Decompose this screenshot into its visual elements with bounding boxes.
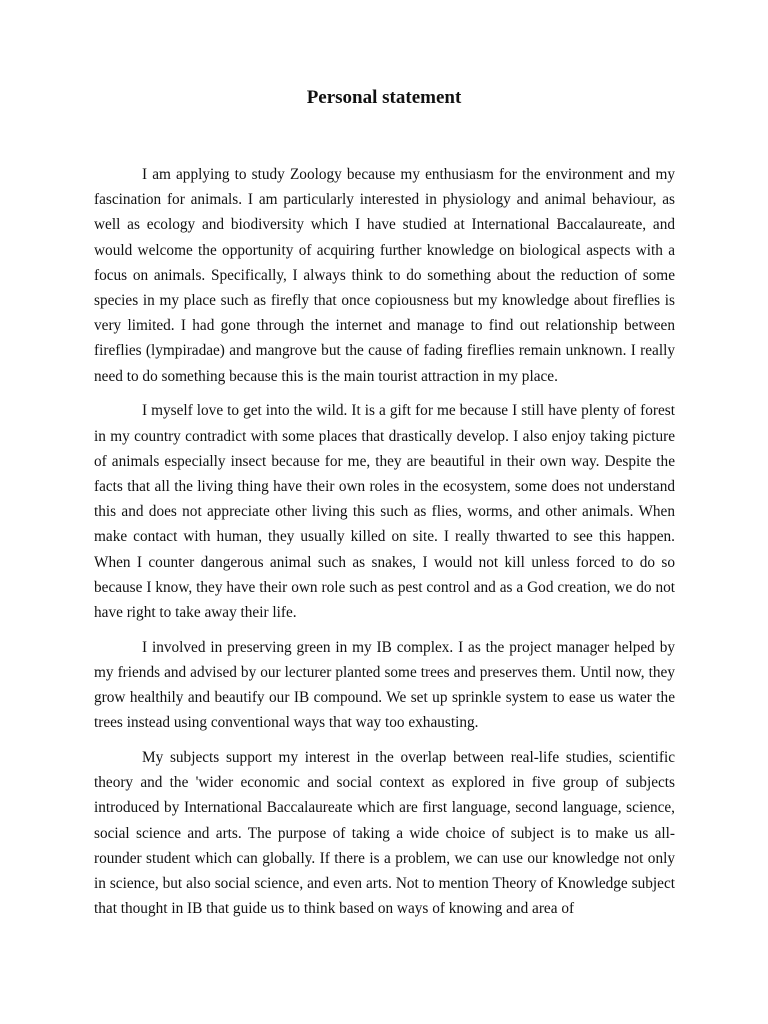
document-title: Personal statement xyxy=(306,87,462,108)
document-body xyxy=(94,162,675,921)
paragraph-1: I am applying to study Zoology because my enthusiasm for the environment and my fascination for animals. I am particularly interested in physiology and animal behaviour, as well as ecology and biodiversity which I have studied at International Baccalaureate, and would welcome the opportunity of acquiring further knowledge on biological aspects with a focus on animals. Specifically, I always think to do something about the reduction of some species in my place such as firefly that once copiousness but my knowledge about fireflies is very limited. I had gone through the internet and manage to find out relationship between fireflies (lympiradae) and mangrove but the cause of fading fireflies remain unknown. I really need to do something because this is the main tourist attraction in my place. xyxy=(94,166,675,385)
paragraph-3: I involved in preserving green in my IB complex. I as the project manager helped by my friends and advised by our lecturer planted some trees and preserves them. Until now, they grow healthily and beautify our IB compound. We set up sprinkle system to ease us water the trees instead using conventional ways that way too exhausting. xyxy=(94,638,675,732)
paragraph-2: I myself love to get into the wild. It is a gift for me because I still have plenty of forest in my country contradict with some places that drastically develop. I also enjoy taking picture of animals especially insect because for me, they are beautiful in their own way. Despite the facts that all the living thing have their own roles in the ecosystem, some does not understand this and does not appreciate other living this such as flies, worms, and other animals. When make contact with human, they usually killed on site. I really thwarted to see this happen. When I counter dangerous animal such as snakes, I would not kill unless forced to do so because I know, they have their own role such as pest control and as a God creation, we do not have right to take away their life. xyxy=(94,402,675,621)
paragraph-4: My subjects support my interest in the overlap between real-life studies, scientific theory and the 'wider economic and social context as explored in five group of subjects introduced by International Baccalaureate which are first language, second language, science, social science and arts. The purpose of taking a wide choice of subject is to make us all-rounder student which can globally. If there is a problem, we can use our knowledge not only in science, but also social science, and even arts. Not to mention Theory of Knowledge subject that thought in IB that guide us to think based on ways of knowing and area of xyxy=(94,748,675,918)
